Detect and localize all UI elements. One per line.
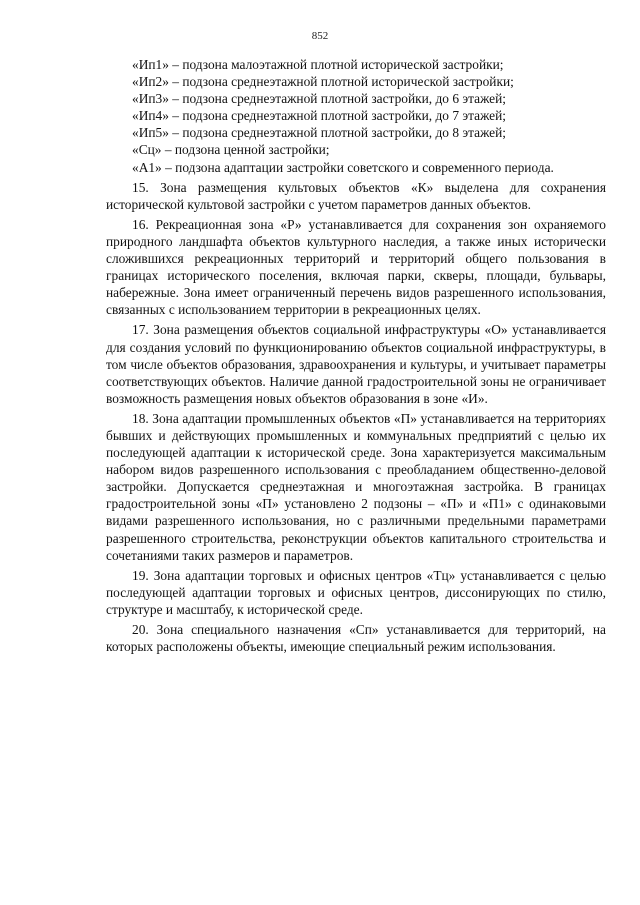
page-number: 852 [311, 30, 329, 42]
paragraph-17: 17. Зона размещения объектов социальной инфраструктуры «О» устанавливается для создания условий по функционированию объектов социальной инфраструктуры, в том числе объектов образования, здравоохранения и культуры, и учитывает параметры соответствующих объектов. Наличие данной градостроительной зоны не ограничивает возможность размещения новых объектов образования в зоне «И». [106, 322, 606, 406]
paragraph-15: 15. Зона размещения культовых объектов «К» выделена для сохранения исторической культовой застройки с учетом параметров данных объектов. [106, 179, 606, 212]
paragraph-20: 20. Зона специального назначения «Сп» устанавливается для территорий, на которых расположены объекты, имеющие специальный режим использования. [106, 622, 606, 655]
subzone-sc: «Сц» – подзона ценной застройки; [132, 142, 330, 158]
subzone-ip3: «Ип3» – подзона среднеэтажной плотной застройки, до 6 этажей; [132, 91, 507, 107]
paragraph-16: 16. Рекреационная зона «Р» устанавливается для сохранения зон охраняемого природного ландшафта объектов культурного наследия, а также иных исторически сложившихся рекреационных территорий и территорий общего пользования в границах исторического поселения, включая парки, скверы, площади, бульвары, набережные. Зона имеет ограниченный перечень видов разрешенного использования, связанных с использованием территории в рекреационных целях. [106, 216, 606, 318]
subzone-ip2: «Ип2» – подзона среднеэтажной плотной исторической застройки; [132, 74, 514, 90]
paragraph-19: 19. Зона адаптации торговых и офисных центров «Тц» устанавливается с целью последующей адаптации торговых и офисных центров, диссонирующих по стилю, структуре и масштабу, к исторической среде. [106, 567, 606, 617]
subzone-ip4: «Ип4» – подзона среднеэтажной плотной застройки, до 7 этажей; [132, 108, 507, 124]
subzone-ip5: «Ип5» – подзона среднеэтажной плотной застройки, до 8 этажей; [132, 125, 507, 141]
paragraph-18: 18. Зона адаптации промышленных объектов «П» устанавливается на территориях бывших и действующих промышленных и коммунальных предприятий с целью их последующей адаптации к исторической среде. Зона характеризуется максимальным набором видов разрешенного использования с преобладанием общественно-деловой застройки. Допускается среднеэтажная и многоэтажная застройка. В границах градостроительной зоны «П» установлено 2 подзоны – «П» и «П1» с одинаковыми видами разрешенного использования, но с различными предельными параметрами разрешенного строительства, реконструкции объектов капитального строительства и сочетаниями таких размеров и параметров. [106, 410, 606, 563]
subzone-a1: «А1» – подзона адаптации застройки советского и современного периода. [132, 159, 554, 175]
document-body [106, 56, 606, 655]
subzone-ip1: «Ип1» – подзона малоэтажной плотной исторической застройки; [132, 57, 504, 72]
